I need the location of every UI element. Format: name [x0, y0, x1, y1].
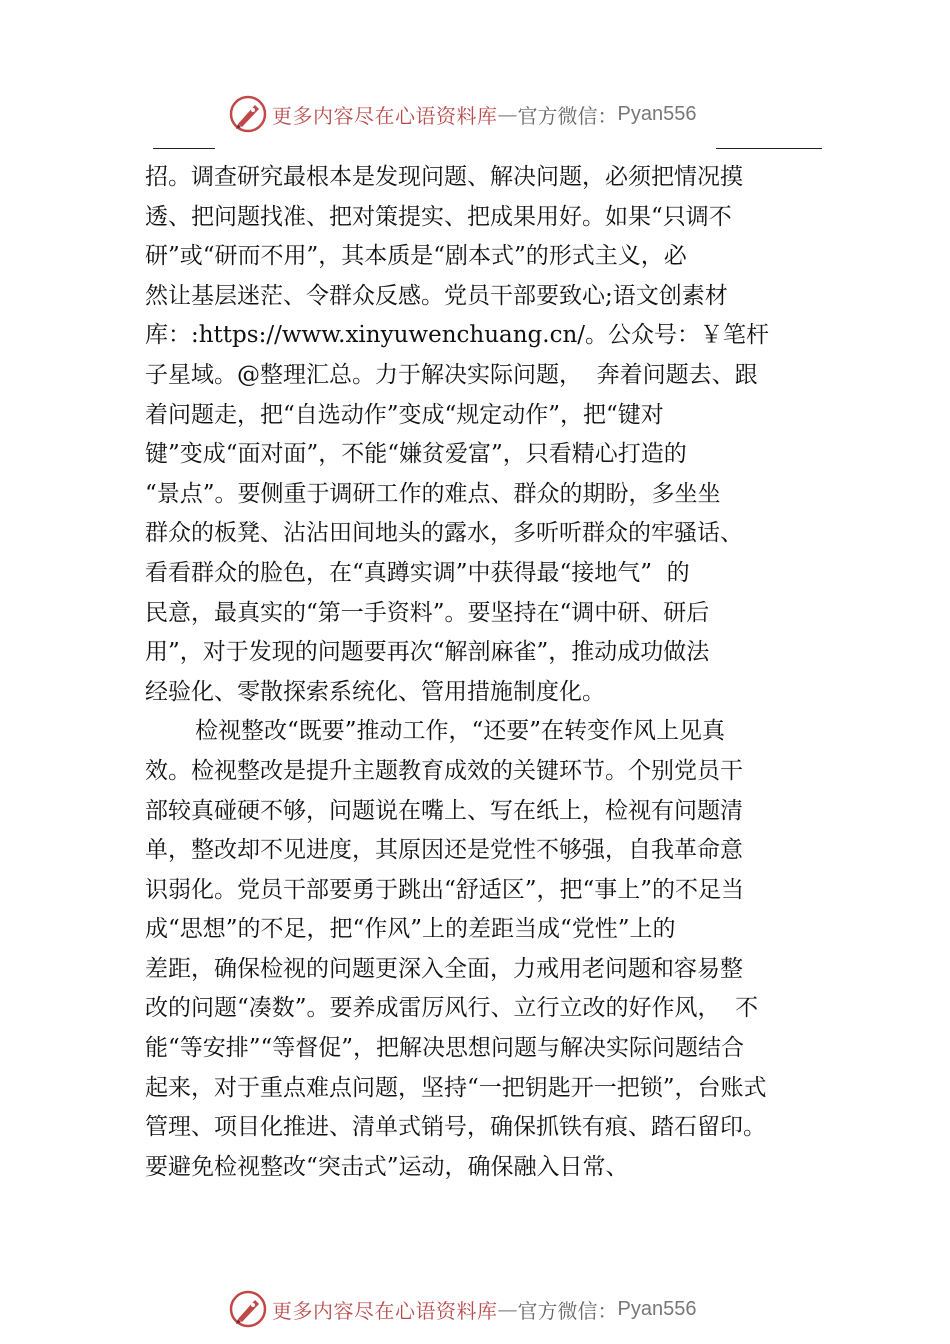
- body-line: 效。检视整改是提升主题教育成效的关键环节。个别党员干: [145, 757, 743, 784]
- document-body: [145, 158, 825, 1187]
- footer-separator: —: [497, 1297, 518, 1321]
- body-line: 部较真碰硬不够，问题说在嘴上、写在纸上，检视有问题清: [145, 797, 743, 824]
- body-line: 单，整改却不见进度，其原因还是党性不够强，自我革命意: [145, 837, 743, 864]
- body-line: 能“等安排”“等督促”，把解决思想问题与解决实际问题结合: [145, 1035, 745, 1062]
- footer-banner: [228, 1289, 696, 1329]
- body-line: 子星域。@整理汇总。力于解决实际问题， 奔着问题去、跟: [145, 361, 758, 388]
- footer-wechat-label: 官方微信：: [517, 1298, 618, 1323]
- pen-logo-icon: [228, 94, 268, 134]
- paragraph-start-line: 检视整改“既要”推动工作，“还要”在转变作风上见真: [195, 718, 726, 745]
- body-line: 民意，最真实的“第一手资料”。要坚持在“调中研、研后: [145, 599, 710, 626]
- body-line: 看看群众的脸色，在“真蹲实调”中获得最“接地气” 的: [145, 559, 690, 586]
- header-banner-text: 更多内容尽在心语资料库: [272, 103, 498, 128]
- body-line: 改的问题“凑数”。要养成雷厉风行、立行立改的好作风， 不: [145, 995, 759, 1022]
- header-rule-right: [716, 148, 822, 149]
- header-banner: [228, 94, 696, 134]
- body-line: 差距，确保检视的问题更深入全面，力戒用老问题和容易整: [145, 955, 743, 982]
- header-wechat-label: 官方微信：: [517, 103, 618, 128]
- body-line: 然让基层迷茫、令群众反感。党员干部要致心;语文创素材: [145, 282, 728, 309]
- body-line: 透、把问题找准、把对策提实、把成果用好。如果“只调不: [145, 203, 732, 230]
- body-line: 群众的板凳、沾沾田间地头的露水，多听听群众的牢骚话、: [145, 520, 743, 547]
- body-line: 管理、项目化推进、清单式销号，确保抓铁有痕、踏石留印。: [145, 1114, 766, 1141]
- body-line: 经验化、零散探索系统化、管用措施制度化。: [145, 678, 605, 705]
- body-line-url: 库：:https://www.xinyuwenchuang.cn/。公众号：￥笔杆: [145, 322, 770, 349]
- body-line: 招。调查研究最根本是发现问题、解决问题，必须把情况摸: [145, 164, 743, 190]
- footer-banner-text: 更多内容尽在心语资料库: [272, 1298, 498, 1323]
- body-line: 识弱化。党员干部要勇于跳出“舒适区”，把“事上”的不足当: [145, 876, 745, 903]
- header-rule-left: [153, 148, 215, 149]
- body-line: 要避免检视整改“突击式”运动，确保融入日常、: [145, 1153, 629, 1180]
- body-line: 研”或“研而不用”，其本质是“剧本式”的形式主义，必: [145, 243, 687, 270]
- body-line: 用”，对于发现的问题要再次“解剖麻雀”，推动成功做法: [145, 639, 710, 666]
- header-wechat-id: Pyan556: [617, 102, 697, 125]
- body-line: 起来，对于重点难点问题，坚持“一把钥匙开一把锁”，台账式: [145, 1074, 767, 1101]
- body-line: 键”变成“面对面”，不能“嫌贫爱富”，只看精心打造的: [145, 441, 687, 468]
- header-separator: —: [497, 102, 518, 126]
- body-line: 着问题走，把“自选动作”变成“规定动作”，把“键对: [145, 401, 664, 428]
- body-line: 成“思想”的不足，把“作风”上的差距当成“党性”上的: [145, 916, 676, 943]
- pen-logo-icon: [228, 1289, 268, 1329]
- footer-wechat-id: Pyan556: [617, 1297, 697, 1320]
- body-line: “景点”。要侧重于调研工作的难点、群众的期盼，多坐坐: [145, 480, 721, 507]
